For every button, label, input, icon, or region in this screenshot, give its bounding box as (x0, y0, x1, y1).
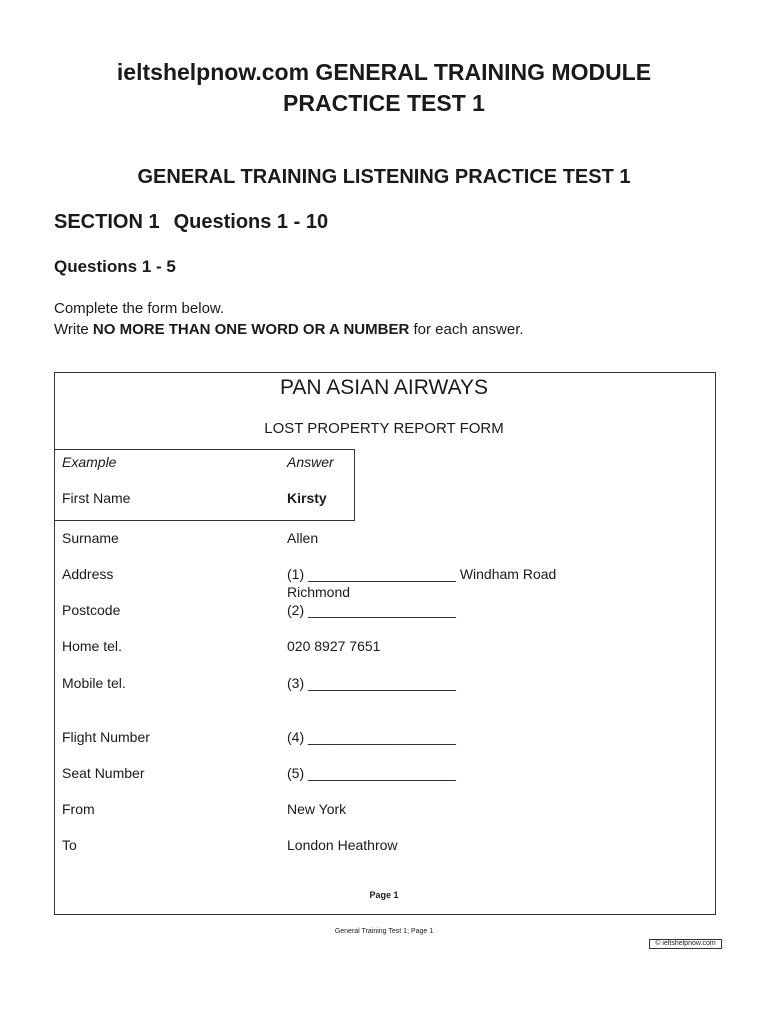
example-field-value: Kirsty (287, 490, 327, 506)
to-label: To (62, 837, 77, 853)
postcode-value: (2) ___________________ (287, 602, 456, 618)
page-footer: General Training Test 1; Page 1 (334, 928, 434, 935)
section-name: SECTION 1 (54, 211, 160, 233)
seat-number-label: Seat Number (62, 765, 145, 781)
instruction-emphasis: NO MORE THAN ONE WORD OR A NUMBER (92, 321, 410, 338)
example-answer-label: Answer (287, 454, 334, 470)
instruction-line-2 (54, 320, 524, 339)
question-range-heading: Questions 1 - 5 (54, 257, 176, 276)
from-label: From (62, 801, 95, 817)
address-label: Address (62, 566, 114, 582)
copyright-notice: © ieltshelpnow.com (649, 939, 722, 949)
home-tel-label: Home tel. (62, 638, 122, 654)
document-title-line-1: ieltshelpnow.com GENERAL TRAINING MODULE (116, 59, 652, 85)
mobile-tel-value: (3) ___________________ (287, 675, 456, 691)
postcode-label: Postcode (62, 602, 121, 618)
example-label: Example (62, 454, 117, 470)
page-number: Page 1 (369, 890, 399, 900)
form-title: PAN ASIAN AIRWAYS (279, 376, 489, 399)
document-title-line-2: PRACTICE TEST 1 (283, 90, 485, 116)
example-field-label: First Name (62, 490, 131, 506)
address-value-line-2: Richmond (287, 584, 351, 600)
instruction-suffix: for each answer. (409, 321, 524, 338)
surname-value: Allen (287, 530, 319, 546)
seat-number-value: (5) ___________________ (287, 765, 456, 781)
address-value: (1) ___________________ Windham Road (287, 566, 557, 582)
surname-label: Surname (62, 530, 119, 546)
form-subtitle: LOST PROPERTY REPORT FORM (264, 420, 504, 437)
instruction-line-1: Complete the form below. (54, 300, 225, 317)
flight-number-value: (4) ___________________ (287, 729, 456, 745)
test-subtitle: GENERAL TRAINING LISTENING PRACTICE TEST 1 (137, 166, 631, 188)
section-heading (54, 209, 328, 235)
flight-number-label: Flight Number (62, 729, 150, 745)
home-tel-value: 020 8927 7651 (287, 638, 381, 654)
to-value: London Heathrow (287, 837, 398, 853)
from-value: New York (287, 801, 347, 817)
mobile-tel-label: Mobile tel. (62, 675, 126, 691)
instruction-prefix: Write (54, 321, 93, 338)
section-questions: Questions 1 - 10 (173, 211, 329, 233)
